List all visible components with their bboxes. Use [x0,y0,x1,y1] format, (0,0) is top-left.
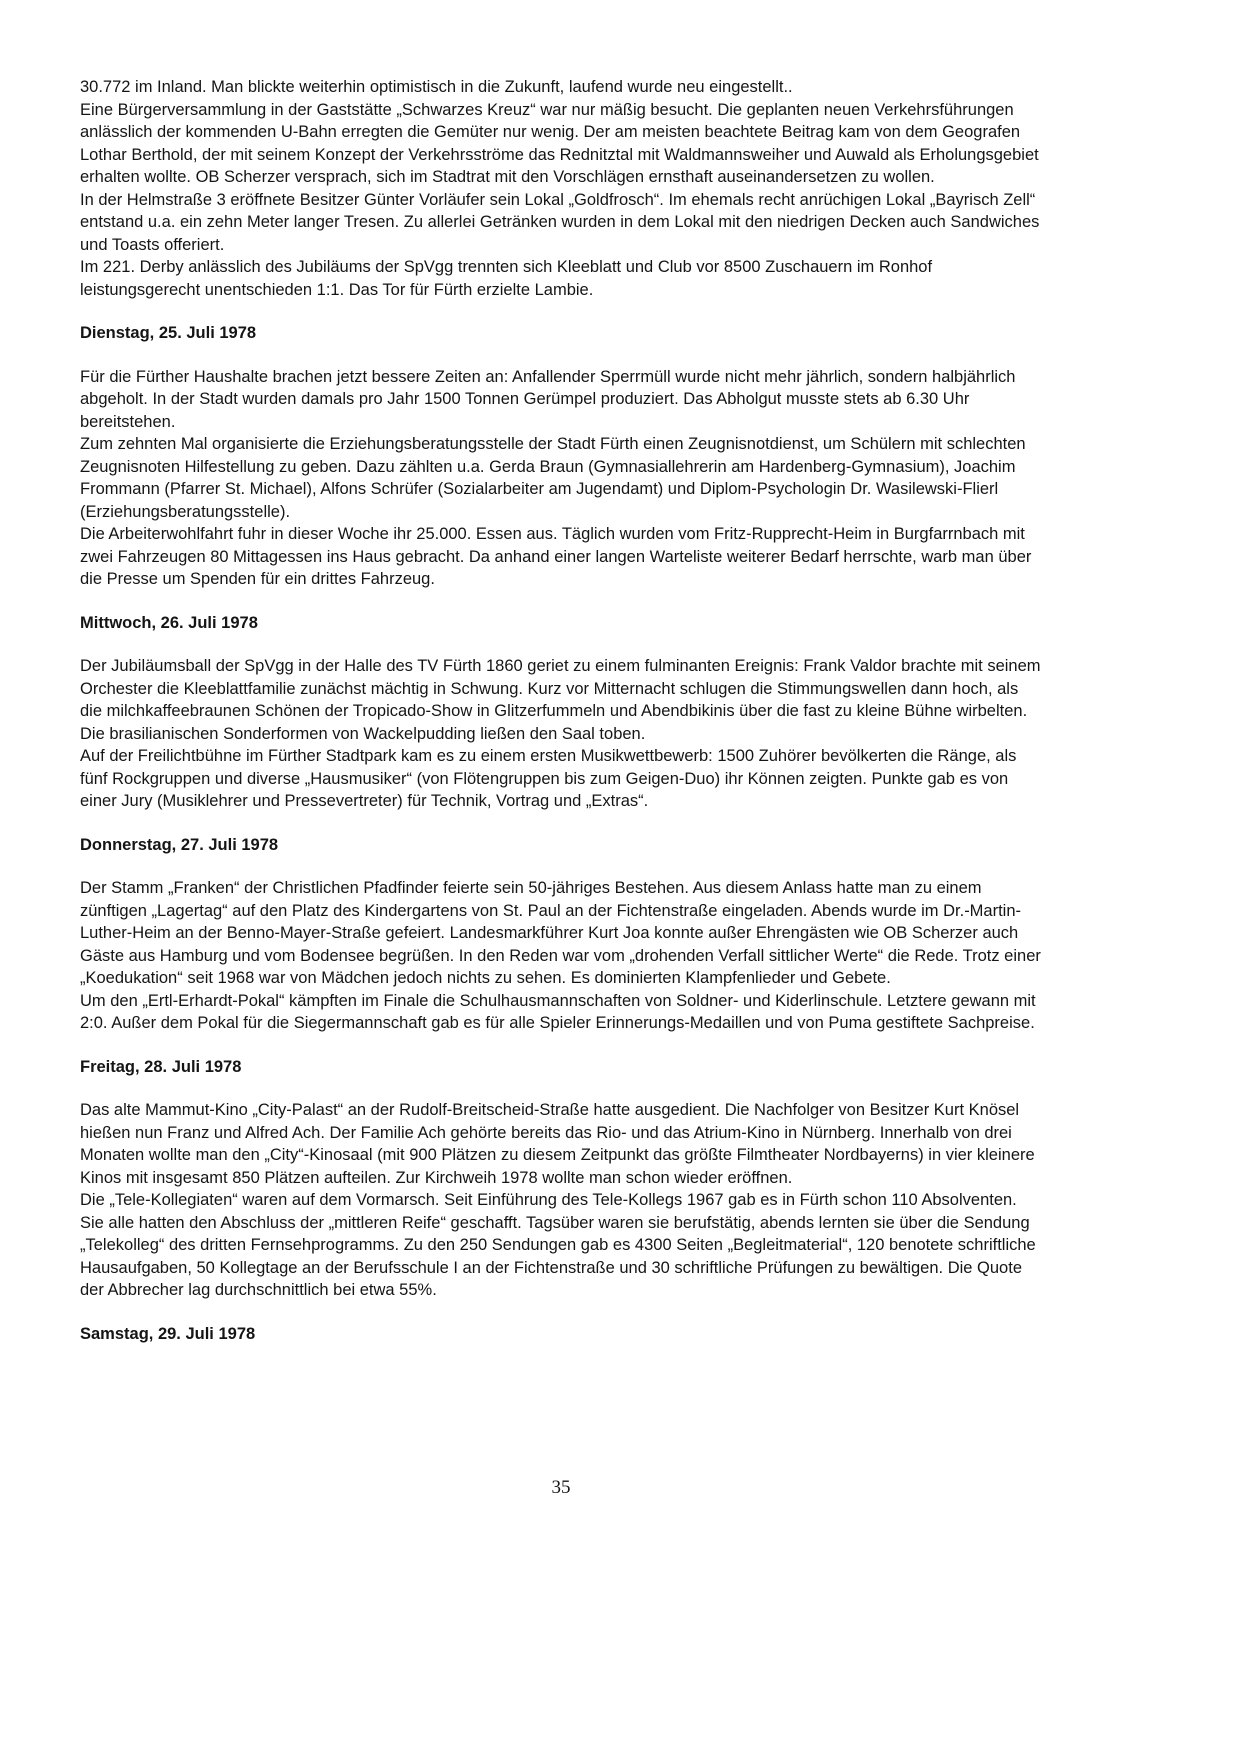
paragraph: Die „Tele-Kollegiaten“ waren auf dem Vormarsch. Seit Einführung des Tele-Kollegs 1967 gab es in Fürth schon 110 Absolventen. Sie alle hatten den Abschluss der „mittleren Reife“ geschafft. Tagsüber waren sie berufstätig, abends lernten sie über die Sendung „Telekolleg“ des dritten Fernsehprogramms. Zu den 250 Sendungen gab es 4300 Seiten „Begleitmaterial“, 120 benotete schriftliche Hausaufgaben, 50 Kollegtage an der Berufsschule I an der Fichtenstraße und 30 schriftliche Prüfungen zu bewältigen. Die Quote der Abbrecher lag durchschnittlich bei etwa 55%. [80,1191,1036,1299]
paragraph: Der Stamm „Franken“ der Christlichen Pfadfinder feierte sein 50-jähriges Bestehen. Aus diesem Anlass hatte man zu einem zünftigen „Lagertag“ auf den Platz des Kindergartens von St. Paul an der Fichtenstraße eingeladen. Abends wurde im Dr.-Martin-Luther-Heim an der Benno-Mayer-Straße gefeiert. Landesmarkführer Kurt Joa konnte außer Ehrengästen wie OB Scherzer auch Gäste aus Hamburg und vom Bodensee begrüßen. In den Reden war vom „drohenden Verfall sittlicher Werte“ die Rede. Trotz einer „Koedukation“ seit 1968 war von Mädchen jedoch nichts zu sehen. Es dominierten Klampfenlieder und Gebete. [80,879,1041,987]
page-number: 35 [551,1477,571,1498]
paragraph: Für die Fürther Haushalte brachen jetzt bessere Zeiten an: Anfallender Sperrmüll wurde nicht mehr jährlich, sondern halbjährlich abgeholt. In der Stadt wurden damals pro Jahr 1500 Tonnen Gerümpel produziert. Das Abholgut musste stets ab 6.30 Uhr bereitstehen. [80,367,1016,431]
paragraph: Im 221. Derby anlässlich des Jubiläums der SpVgg trennten sich Kleeblatt und Club vor 8500 Zuschauern im Ronhof leistungsgerecht unentschieden 1:1. Das Tor für Fürth erzielte Lambie. [80,258,933,299]
paragraph: Der Jubiläumsball der SpVgg in der Halle des TV Fürth 1860 geriet zu einem fulminanten Ereignis: Frank Valdor brachte mit seinem Orchester die Kleeblattfamilie zunächst mächtig in Schwung. Kurz vor Mitternacht schlugen die Stimmungswellen dann hoch, als die milchkaffeebraunen Schönen der Tropicado-Show in Glitzerfummeln und Abendbikinis über die fast zu kleine Bühne wirbelten. Die brasilianischen Sonderformen von Wackelpudding ließen den Saal toben. [80,657,1041,743]
paragraph: Eine Bürgerversammlung in der Gaststätte „Schwarzes Kreuz“ war nur mäßig besucht. Die geplanten neuen Verkehrsführungen anlässlich der kommenden U-Bahn erregten die Gemüter nur wenig. Der am meisten beachtete Beitrag kam von dem Geografen Lothar Berthold, der mit seinem Konzept der Verkehrsströme das Rednitztal mit Waldmannsweiher und Auwald als Erholungsgebiet erhalten wollte. OB Scherzer versprach, sich im Stadtrat mit den Vorschlägen ernsthaft auseinandersetzen zu wollen. [80,100,1039,186]
paragraph: 30.772 im Inland. Man blickte weiterhin optimistisch in die Zukunft, laufend wurde neu eingestellt.. [80,78,793,96]
paragraph: Auf der Freilichtbühne im Fürther Stadtpark kam es zu einem ersten Musikwettbewerb: 1500 Zuhörer bevölkerten die Ränge, als fünf Rockgruppen und diverse „Hausmusiker“ (von Flötengruppen bis zum Geigen-Duo) ihr Können zeigten. Punkte gab es von einer Jury (Musiklehrer und Pressevertreter) für Technik, Vortrag und „Extras“. [80,747,1017,810]
paragraph: Das alte Mammut-Kino „City-Palast“ an der Rudolf-Breitscheid-Straße hatte ausgedient. Die Nachfolger von Besitzer Kurt Knösel hießen nun Franz und Alfred Ach. Der Familie Ach gehörte bereits das Rio- und das Atrium-Kino in Nürnberg. Innerhalb von drei Monaten wollte man den „City“-Kinosaal (mit 900 Plätzen zu diesem Zeitpunkt das größte Filmtheater Nordbayerns) in vier kleinere Kinos mit insgesamt 850 Plätzen aufteilen. Zur Kirchweih 1978 wollte man schon wieder eröffnen. [80,1101,1035,1187]
section-heading: Samstag, 29. Juli 1978 [80,1324,256,1343]
paragraph: Die Arbeiterwohlfahrt fuhr in dieser Woche ihr 25.000. Essen aus. Täglich wurden vom Fritz-Rupprecht-Heim in Burgfarrnbach mit zwei Fahrzeugen 80 Mittagessen ins Haus gebracht. Da anhand einer langen Warteliste weiterer Bedarf herrschte, warb man über die Presse um Spenden für ein drittes Fahrzeug. [80,525,1032,588]
section-heading: Mittwoch, 26. Juli 1978 [80,613,258,632]
paragraph: In der Helmstraße 3 eröffnete Besitzer Günter Vorläufer sein Lokal „Goldfrosch“. Im ehemals recht anrüchigen Lokal „Bayrisch Zell“ entstand u.a. ein zehn Meter langer Tresen. Zu allerlei Getränken wurden in dem Lokal mit den niedrigen Decken auch Sandwiches und Toasts offeriert. [80,190,1040,254]
section-heading: Freitag, 28. Juli 1978 [80,1057,242,1076]
document-content [80,76,1042,1345]
section-heading: Donnerstag, 27. Juli 1978 [80,835,279,854]
paragraph: Um den „Ertl-Erhardt-Pokal“ kämpften im Finale die Schulhausmannschaften von Soldner- und Kiderlinschule. Letztere gewann mit 2:0. Außer dem Pokal für die Siegermannschaft gab es für alle Spieler Erinnerungs-Medaillen und von Puma gestiftete Sachpreise. [80,991,1036,1032]
paragraph: Zum zehnten Mal organisierte die Erziehungsberatungsstelle der Stadt Fürth einen Zeugnisnotdienst, um Schülern mit schlechten Zeugnisnoten Hilfestellung zu geben. Dazu zählten u.a. Gerda Braun (Gymnasiallehrerin am Hardenberg-Gymnasium), Joachim Frommann (Pfarrer St. Michael), Alfons Schrüfer (Sozialarbeiter am Jugendamt) und Diplom-Psychologin Dr. Wasilewski-Flierl (Erziehungsberatungsstelle). [80,435,1026,521]
section-heading: Dienstag, 25. Juli 1978 [80,324,257,342]
